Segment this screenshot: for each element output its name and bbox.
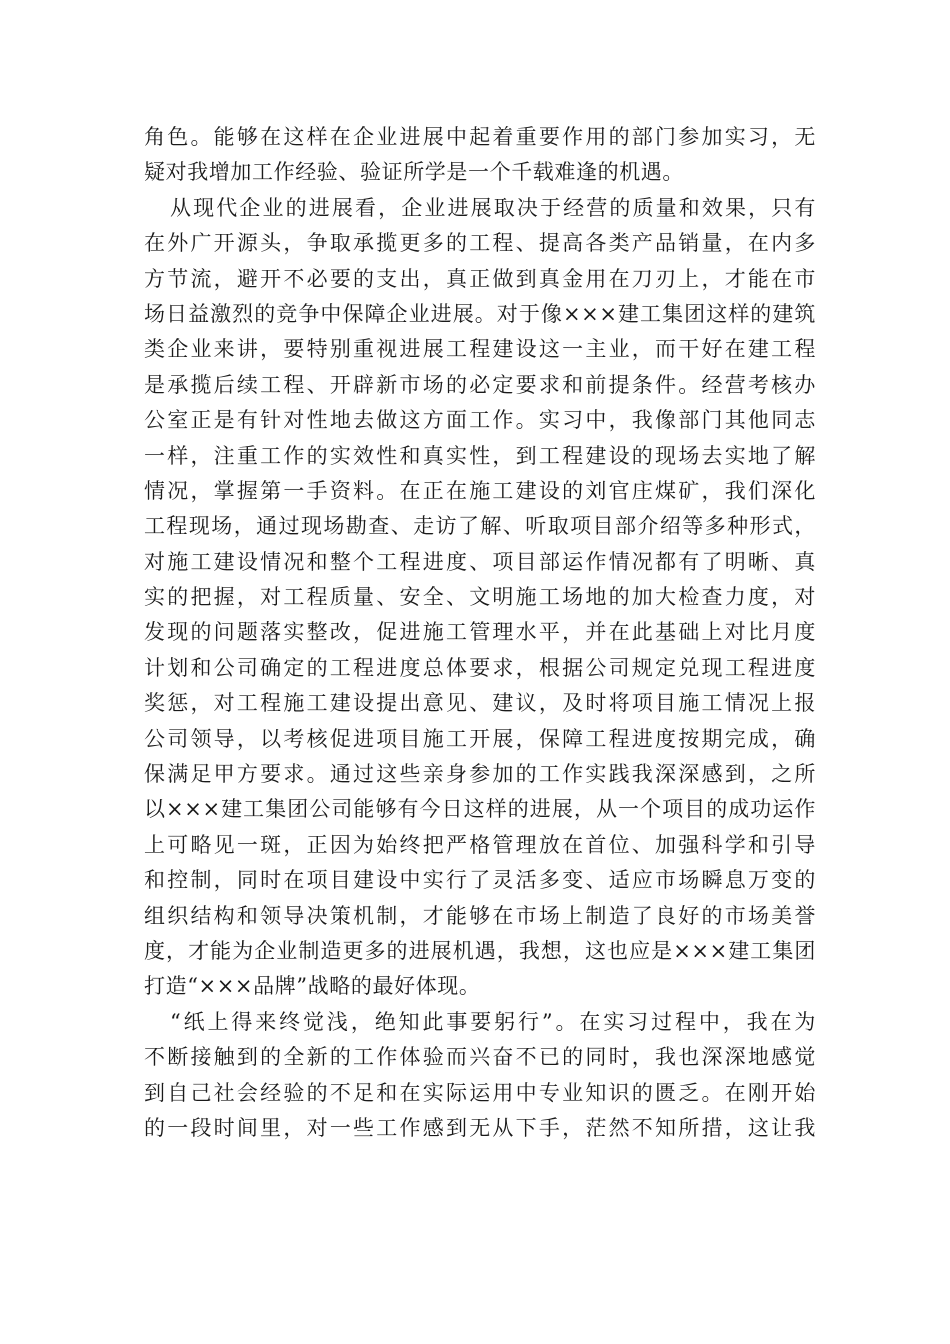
text-line: 在外广开源头，争取承揽更多的工程、提高各类产品销量，在内多 (144, 231, 816, 256)
text-line: “纸上得来终觉浅，绝知此事要躬行”。在实习过程中，我在为 (170, 1009, 816, 1034)
text-line: 角色。能够在这样在企业进展中起着重要作用的部门参加实习，无 (144, 125, 816, 149)
text-line: 一样，注重工作的实效性和真实性，到工程建设的现场去实地了解 (144, 443, 816, 468)
text-line: 和控制，同时在项目建设中实行了灵活多变、适应市场瞬息万变的 (144, 868, 816, 893)
text-line: 情况，掌握第一手资料。在正在施工建设的刘官庄煤矿，我们深化 (144, 478, 816, 503)
text-line: 方节流，避开不必要的支出，真正做到真金用在刀刃上，才能在市 (144, 266, 816, 291)
text-line: 公室正是有针对性地去做这方面工作。实习中，我像部门其他同志 (144, 408, 816, 433)
text-line: 到自己社会经验的不足和在实际运用中专业知识的匮乏。在刚开始 (144, 1080, 816, 1105)
text-line: 类企业来讲，要特别重视进展工程建设这一主业，而干好在建工程 (144, 337, 816, 362)
text-line: 公司领导，以考核促进项目施工开展，保障工程进度按期完成，确 (144, 726, 816, 751)
text-line: 度，才能为企业制造更多的进展机遇，我想，这也应是×××建工集团 (144, 938, 816, 963)
text-line: 场日益激烈的竞争中保障企业进展。对于像×××建工集团这样的建筑 (144, 301, 816, 326)
text-line: 从现代企业的进展看，企业进展取决于经营的质量和效果，只有 (170, 195, 816, 220)
document-body (144, 120, 816, 1146)
text-line: 工程现场，通过现场勘查、走访了解、听取项目部介绍等多种形式， (144, 514, 816, 539)
text-line: 实的把握，对工程质量、安全、文明施工场地的加大检查力度，对 (144, 585, 816, 610)
text-line: 组织结构和领导决策机制，才能够在市场上制造了良好的市场美誉 (144, 903, 816, 928)
text-line: 不断接触到的全新的工作体验而兴奋不已的同时，我也深深地感觉 (144, 1045, 816, 1070)
text-line: 上可略见一斑，正因为始终把严格管理放在首位、加强科学和引导 (144, 832, 816, 857)
text-line: 奖惩，对工程施工建设提出意见、建议，及时将项目施工情况上报 (144, 691, 816, 716)
text-line: 打造“×××品牌”战略的最好体现。 (144, 974, 481, 999)
text-line: 是承揽后续工程、开辟新市场的必定要求和前提条件。经营考核办 (144, 372, 816, 397)
text-line: 对施工建设情况和整个工程进度、项目部运作情况都有了明晰、真 (144, 549, 816, 574)
text-line: 计划和公司确定的工程进度总体要求，根据公司规定兑现工程进度 (144, 655, 816, 680)
text-line: 疑对我增加工作经验、验证所学是一个千载难逢的机遇。 (144, 160, 684, 185)
text-line: 的一段时间里，对一些工作感到无从下手，茫然不知所措，这让我 (144, 1115, 816, 1140)
text-line: 以×××建工集团公司能够有今日这样的进展，从一个项目的成功运作 (144, 797, 816, 822)
text-line: 发现的问题落实整改，促进施工管理水平，并在此基础上对比月度 (144, 620, 816, 645)
text-line: 保满足甲方要求。通过这些亲身参加的工作实践我深深感到，之所 (144, 762, 816, 787)
